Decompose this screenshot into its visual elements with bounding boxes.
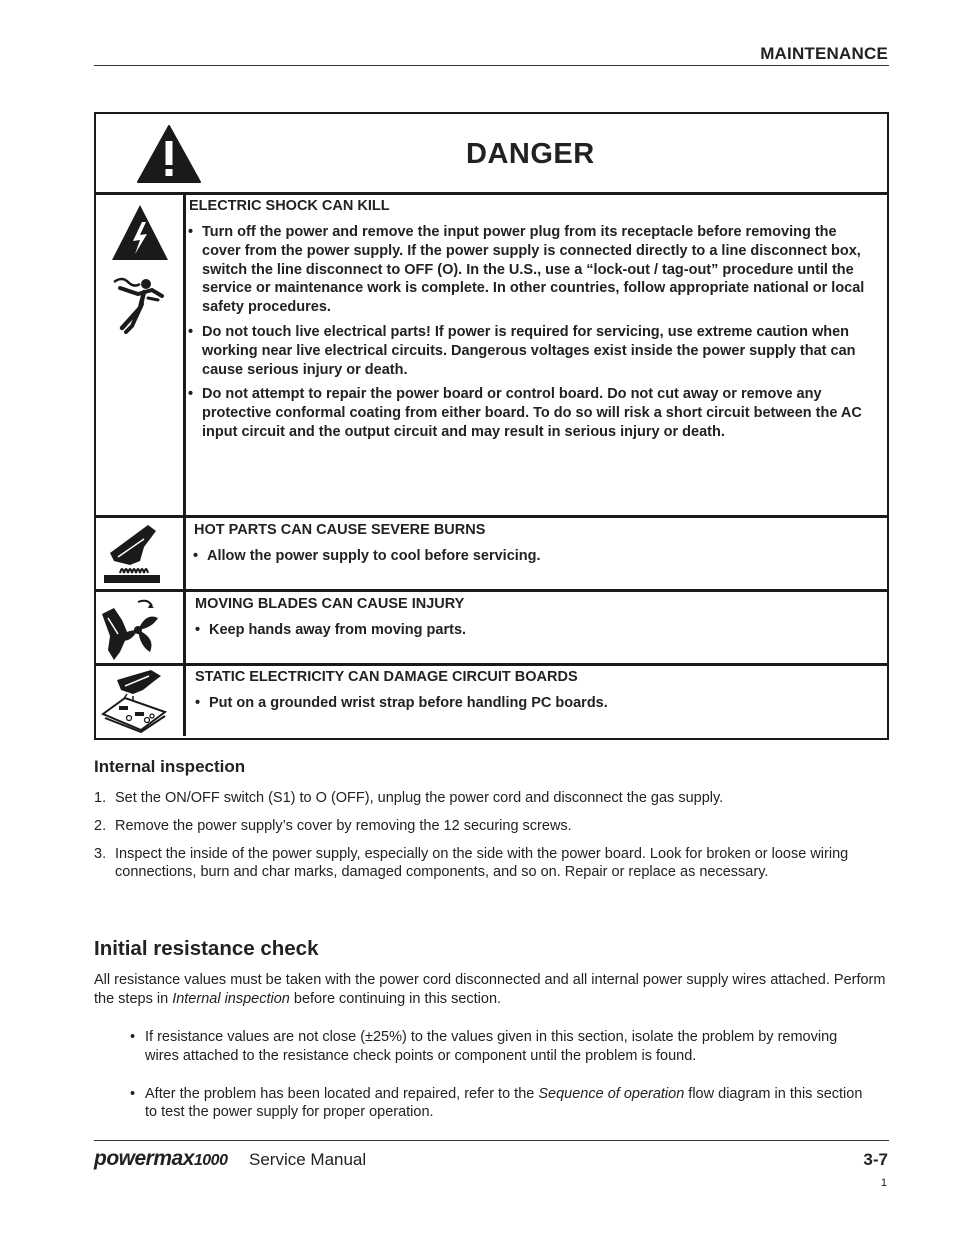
step-text: Set the ON/OFF switch (S1) to O (OFF), unplug the power cord and disconnect the gas supply.	[115, 790, 724, 806]
bullet-text: After the problem has been located and repaired, refer to the	[145, 1085, 539, 1102]
step-text: Remove the power supply’s cover by removing the 12 securing screws.	[115, 817, 572, 834]
section-header: MAINTENANCE	[760, 44, 888, 63]
static-electricity-bullets	[194, 694, 874, 719]
list-item: • If resistance values are not close (±25%) to the values given in this section, isolate the problem by removing wires attached to the resistance check points or component until the problem is found.	[130, 1028, 870, 1066]
divider	[96, 192, 887, 195]
resistance-intro-paragraph	[94, 971, 889, 1009]
initial-resistance-heading: Initial resistance check	[94, 937, 319, 960]
footer-rule	[94, 1140, 889, 1141]
bullet-text: flow diagram in this section to test the power supply for proper operation.	[145, 1085, 863, 1121]
hot-parts-bullets	[192, 547, 872, 572]
sequence-of-operation-reference: Sequence of operation	[538, 1085, 685, 1102]
icon-column-divider	[183, 194, 186, 736]
electric-shock-bullets	[187, 223, 877, 448]
revision-number: 1	[880, 1177, 887, 1189]
page-number: 3-7	[863, 1150, 888, 1169]
divider	[96, 515, 887, 518]
moving-blades-bullets	[194, 621, 874, 646]
brand-logo	[94, 1147, 227, 1171]
manual-title: Service Manual	[249, 1150, 367, 1169]
static-circuit-board-icon	[99, 668, 171, 734]
section-heading-electric-shock: ELECTRIC SHOCK CAN KILL	[189, 198, 390, 214]
step-number: 1.	[94, 790, 107, 806]
step-number: 3.	[94, 845, 107, 862]
list-item	[94, 817, 884, 836]
inspection-steps	[94, 789, 884, 891]
section-heading-moving-blades: MOVING BLADES CAN CAUSE INJURY	[195, 596, 465, 612]
internal-inspection-reference: Internal inspection	[172, 990, 290, 1007]
warning-triangle-icon	[136, 124, 202, 184]
section-heading-static-electricity: STATIC ELECTRICITY CAN DAMAGE CIRCUIT BOARDS	[195, 669, 578, 685]
electric-shock-figure-icon	[106, 274, 176, 336]
resistance-bullets	[130, 1028, 870, 1141]
hot-parts-hand-icon	[100, 521, 164, 589]
divider	[96, 663, 887, 666]
danger-title: DANGER	[466, 138, 595, 170]
electric-hazard-icon	[109, 202, 171, 264]
divider	[96, 589, 887, 592]
list-item: • Do not touch live electrical parts! If power is required for servicing, use extreme caution when working near live electrical circuits. Dangerous voltages exist inside the power supply that can cause serious injury or death.	[187, 323, 877, 379]
brand-name: powermax	[94, 1147, 194, 1170]
list-item	[130, 1085, 870, 1123]
fan-blade-hand-icon	[98, 594, 168, 664]
section-heading-hot-parts: HOT PARTS CAN CAUSE SEVERE BURNS	[194, 522, 486, 538]
list-item: • Turn off the power and remove the input power plug from its receptacle before removing the cover from the power supply. If the power supply is connected directly to a line disconnect box, switch the line disconnect to OFF (O). In the U.S., use a “lock-out / tag-out” procedure until the service or maintenance work is complete. In other countries, follow appropriate national or local safety procedures.	[187, 223, 877, 317]
danger-box	[94, 112, 889, 740]
paragraph-text: All resistance values must be taken with the power cord disconnected and all internal power supply wires attached. Perform the steps in	[94, 972, 886, 1007]
list-item	[94, 845, 884, 883]
list-item: • Keep hands away from moving parts.	[194, 621, 874, 640]
list-item	[94, 789, 884, 808]
paragraph-text: before continuing in this section.	[289, 990, 502, 1007]
step-text: Inspect the inside of the power supply, especially on the side with the power board. Look for broken or loose wiring connections, burn and char marks, damaged components, and so on. Repair or replace as necessary.	[115, 845, 849, 881]
list-item: • Put on a grounded wrist strap before handling PC boards.	[194, 694, 874, 713]
internal-inspection-heading: Internal inspection	[94, 757, 246, 776]
list-item: • Allow the power supply to cool before servicing.	[192, 547, 872, 566]
brand-model: 1000	[193, 1152, 228, 1169]
step-number: 2.	[94, 817, 107, 834]
header-rule	[94, 65, 889, 66]
list-item: • Do not attempt to repair the power board or control board. Do not cut away or remove any protective conformal coating from either board. To do so will risk a short circuit between the AC input circuit and the output circuit and may result in serious injury or death.	[187, 385, 877, 441]
